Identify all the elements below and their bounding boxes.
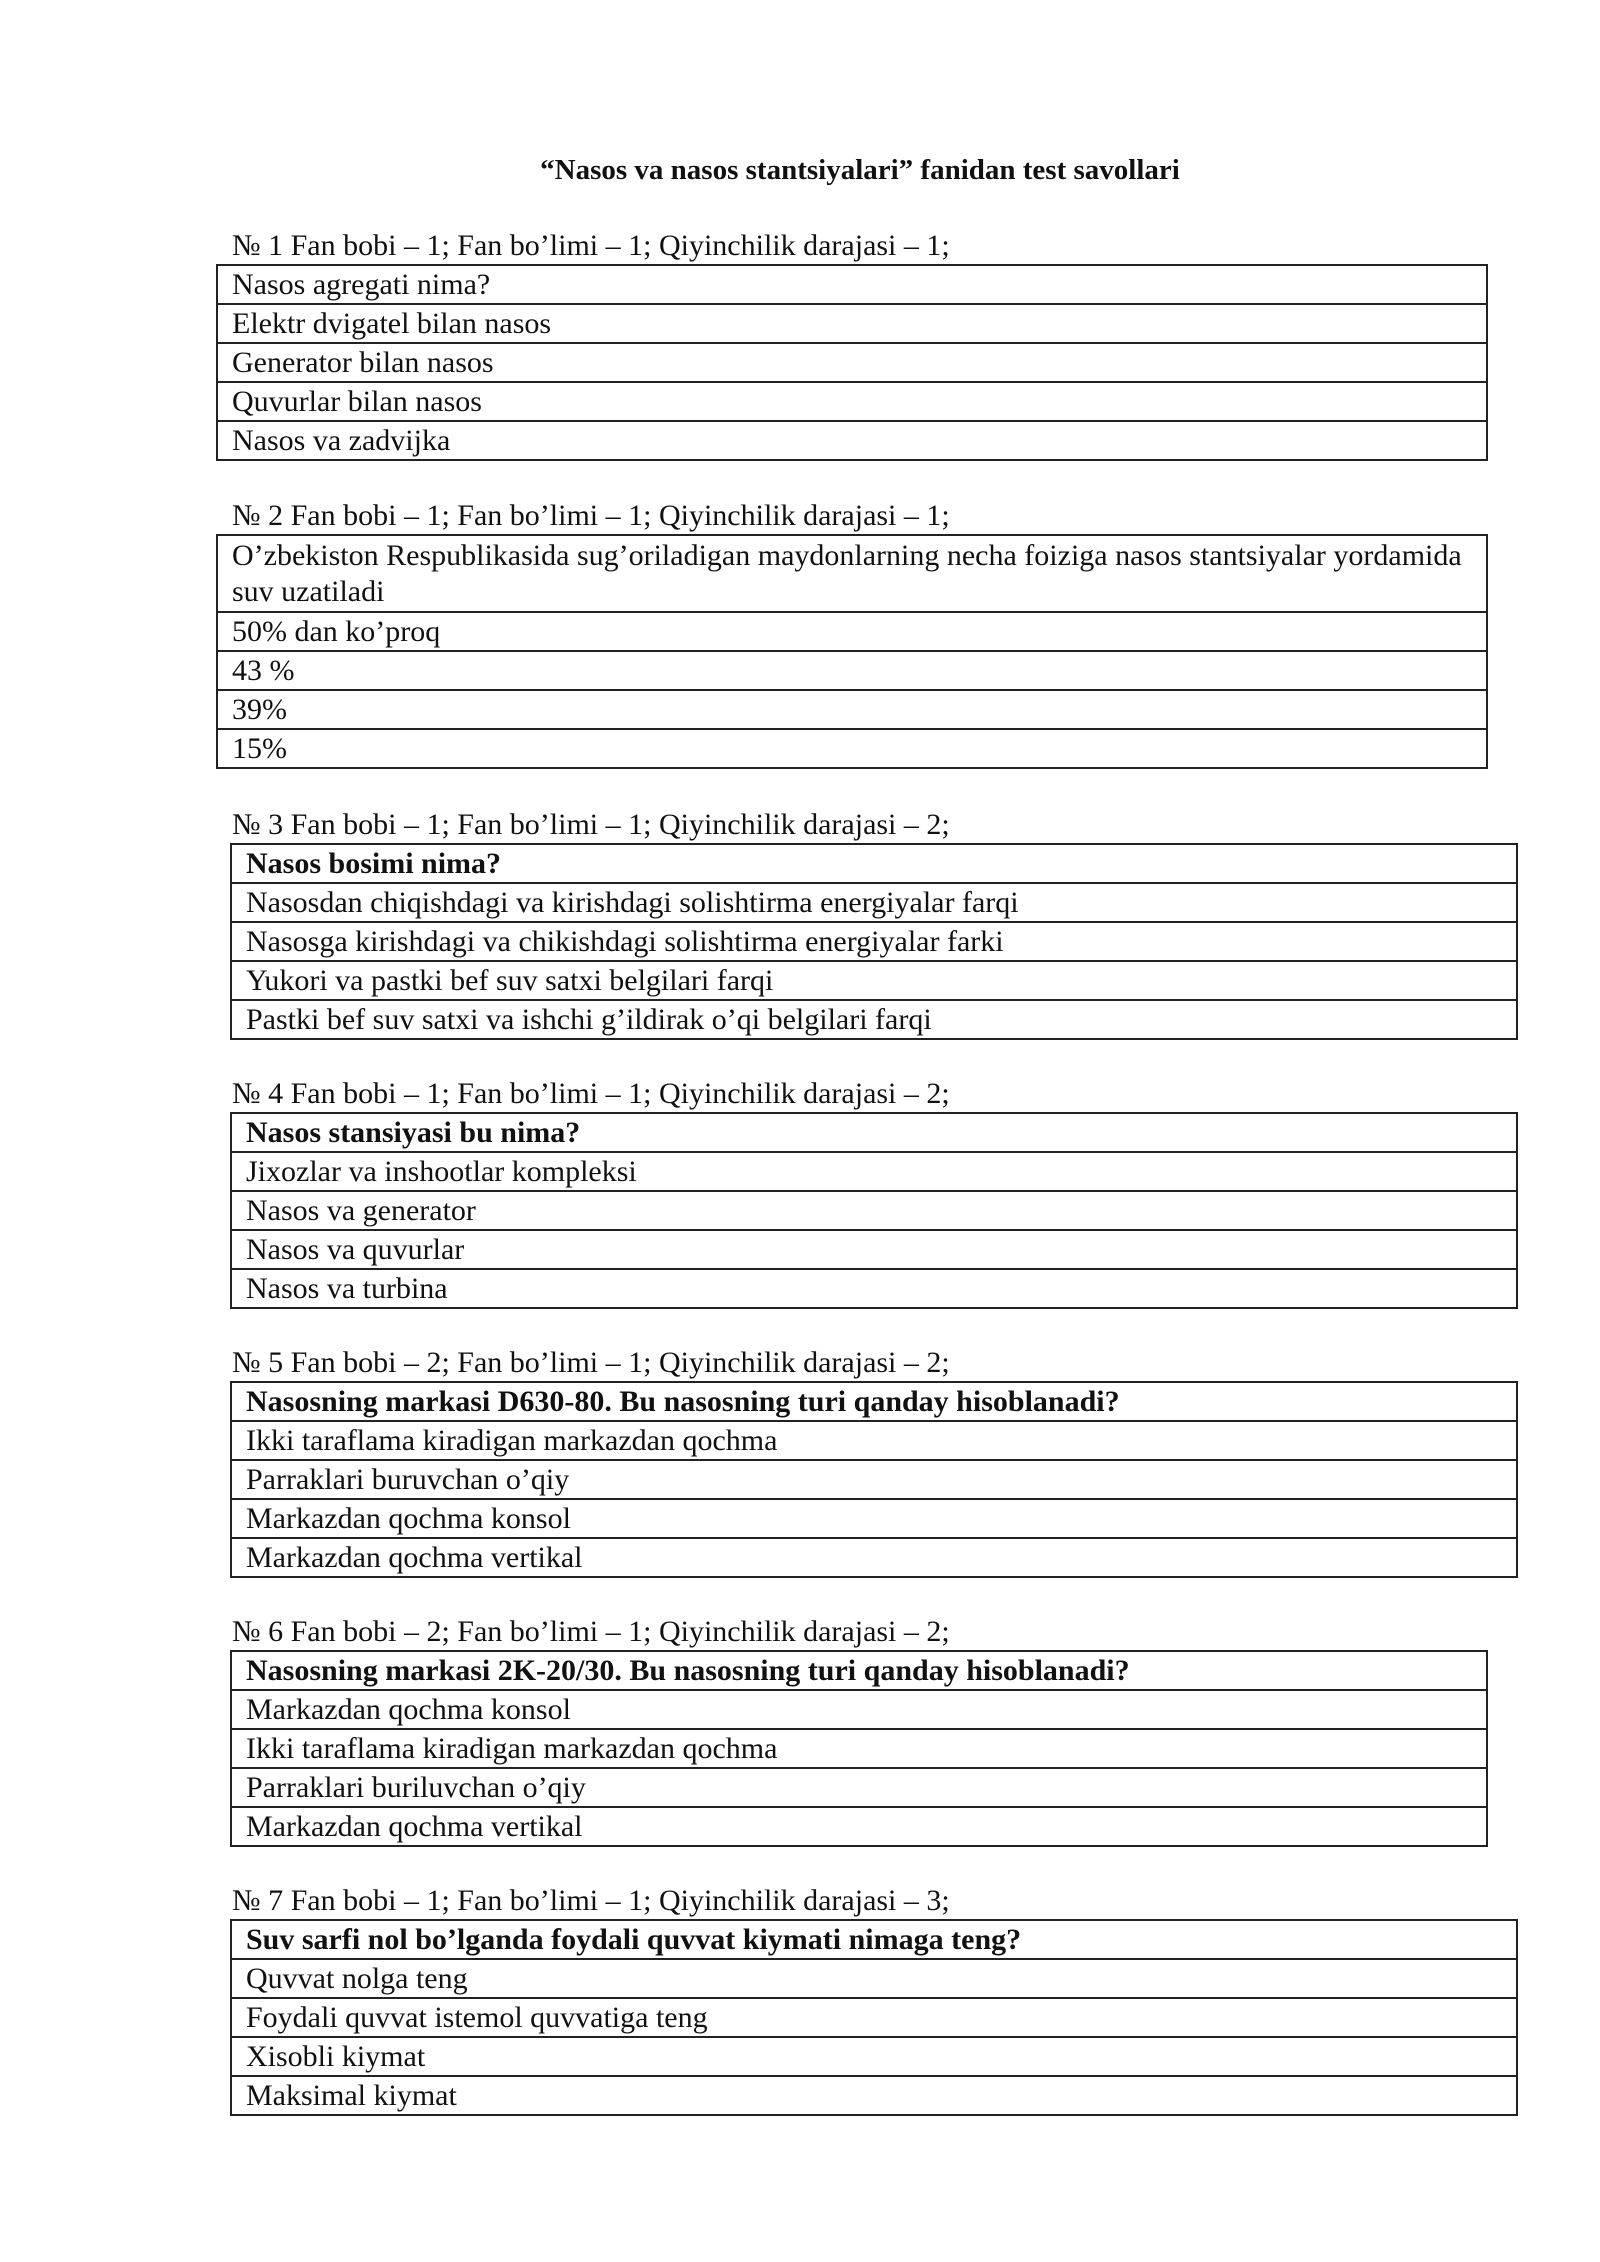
answer-option: Xisobli kiymat	[231, 2037, 1517, 2076]
answer-option: Markazdan qochma konsol	[231, 1690, 1487, 1729]
answer-option: Generator bilan nasos	[217, 343, 1487, 382]
question-table	[230, 1112, 1518, 1309]
answer-option: Nasos va turbina	[231, 1269, 1517, 1308]
question-block	[216, 1614, 1488, 1847]
question-text: Nasosning markasi D630-80. Bu nasosning turi qanday hisoblanadi?	[231, 1382, 1517, 1421]
question-block	[216, 1883, 1518, 2116]
question-block	[216, 1345, 1518, 1578]
question-header: № 5 Fan bobi – 2; Fan bo’limi – 1; Qiyinchilik darajasi – 2;	[232, 1346, 950, 1379]
answer-option: 43 %	[217, 651, 1487, 690]
answer-option: Ikki taraflama kiradigan markazdan qochma	[231, 1421, 1517, 1460]
answer-option: 15%	[217, 729, 1487, 768]
question-table	[230, 1919, 1518, 2116]
question-table	[216, 264, 1488, 461]
question-block	[216, 498, 1488, 769]
question-table	[230, 1381, 1518, 1578]
question-block	[216, 1076, 1518, 1309]
answer-option: Maksimal kiymat	[231, 2076, 1517, 2115]
answer-option: Yukori va pastki bef suv satxi belgilari farqi	[231, 961, 1517, 1000]
question-text: Nasos bosimi nima?	[231, 844, 1517, 883]
question-text: Suv sarfi nol bo’lganda foydali quvvat kiymati nimaga teng?	[231, 1920, 1517, 1959]
answer-option: Markazdan qochma konsol	[231, 1499, 1517, 1538]
answer-option: Elektr dvigatel bilan nasos	[217, 304, 1487, 343]
answer-option: Nasos va quvurlar	[231, 1230, 1517, 1269]
question-table	[216, 534, 1488, 769]
answer-option: Nasos va zadvijka	[217, 421, 1487, 460]
answer-option: Jixozlar va inshootlar kompleksi	[231, 1152, 1517, 1191]
answer-option: 50% dan ko’proq	[217, 612, 1487, 651]
answer-option: Markazdan qochma vertikal	[231, 1538, 1517, 1577]
answer-option: Parraklari buruvchan o’qiy	[231, 1460, 1517, 1499]
answer-option: Foydali quvvat istemol quvvatiga teng	[231, 1998, 1517, 2037]
question-header: № 7 Fan bobi – 1; Fan bo’limi – 1; Qiyinchilik darajasi – 3;	[232, 1884, 950, 1917]
answer-option: Quvvat nolga teng	[231, 1959, 1517, 1998]
answer-option: Nasos va generator	[231, 1191, 1517, 1230]
answer-option: Nasosga kirishdagi va chikishdagi solishtirma energiyalar farki	[231, 922, 1517, 961]
question-header: № 1 Fan bobi – 1; Fan bo’limi – 1; Qiyinchilik darajasi – 1;	[232, 229, 950, 262]
answer-option: Pastki bef suv satxi va ishchi g’ildirak o’qi belgilari farqi	[231, 1000, 1517, 1039]
question-block	[216, 228, 1488, 461]
question-header: № 2 Fan bobi – 1; Fan bo’limi – 1; Qiyinchilik darajasi – 1;	[232, 499, 950, 532]
question-table	[230, 1650, 1488, 1847]
question-header: № 4 Fan bobi – 1; Fan bo’limi – 1; Qiyinchilik darajasi – 2;	[232, 1077, 950, 1110]
question-header: № 3 Fan bobi – 1; Fan bo’limi – 1; Qiyinchilik darajasi – 2;	[232, 808, 950, 841]
answer-option: Parraklari buriluvchan o’qiy	[231, 1768, 1487, 1807]
question-text: Nasosning markasi 2K-20/30. Bu nasosning turi qanday hisoblanadi?	[231, 1651, 1487, 1690]
question-header: № 6 Fan bobi – 2; Fan bo’limi – 1; Qiyinchilik darajasi – 2;	[232, 1615, 950, 1648]
answer-option: Quvurlar bilan nasos	[217, 382, 1487, 421]
answer-option: Nasosdan chiqishdagi va kirishdagi solishtirma energiyalar farqi	[231, 883, 1517, 922]
document-title: “Nasos va nasos stantsiyalari” fanidan test savollari	[540, 154, 1180, 186]
question-table	[230, 843, 1518, 1040]
answer-option: Ikki taraflama kiradigan markazdan qochma	[231, 1729, 1487, 1768]
question-block	[216, 807, 1518, 1040]
question-text: O’zbekiston Respublikasida sug’oriladigan maydonlarning necha foiziga nasos stantsiyalar yordamida suv uzatiladi	[217, 535, 1487, 612]
answer-option: Markazdan qochma vertikal	[231, 1807, 1487, 1846]
question-text: Nasos agregati nima?	[217, 265, 1487, 304]
question-text: Nasos stansiyasi bu nima?	[231, 1113, 1517, 1152]
answer-option: 39%	[217, 690, 1487, 729]
